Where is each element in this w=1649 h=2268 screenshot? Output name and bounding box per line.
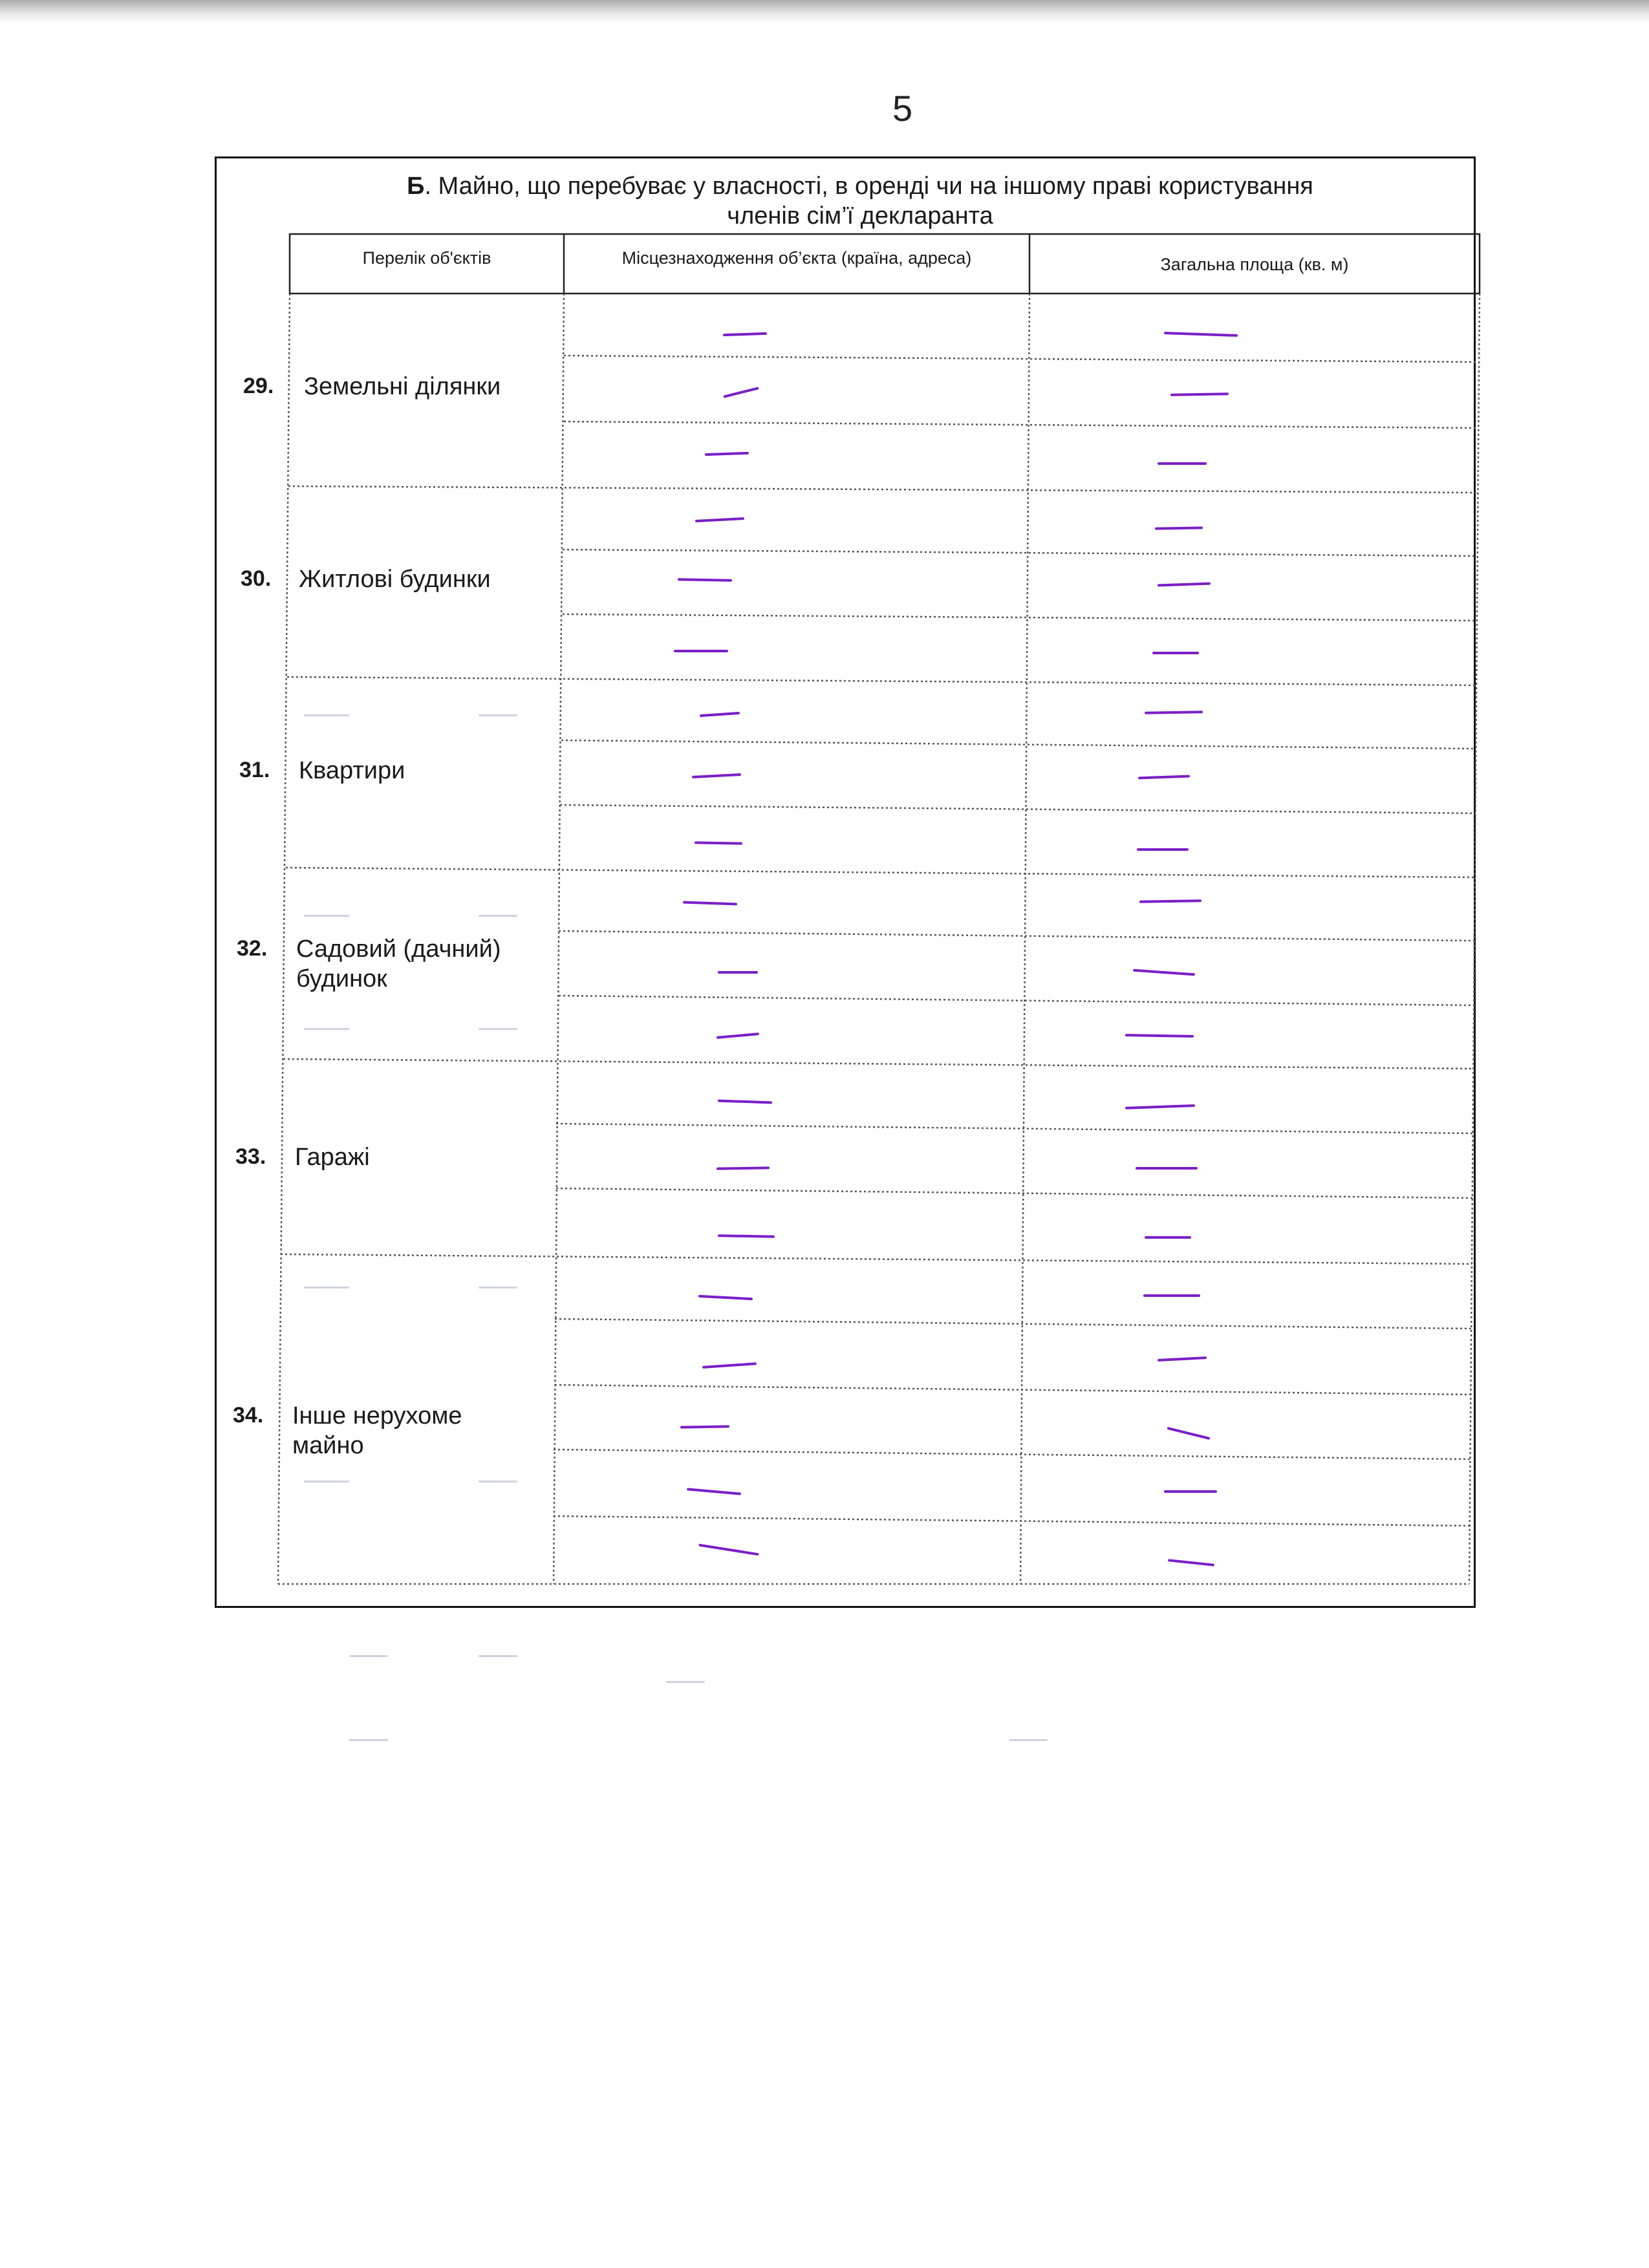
empty-mark: [1137, 848, 1189, 851]
row-number: 30.: [241, 566, 272, 591]
row-label: Садовий (дачний) будинок: [296, 936, 501, 992]
bleed-through-mark: [479, 1655, 517, 1657]
bleed-through-mark: [304, 1287, 349, 1289]
bleed-through-mark: [304, 1481, 349, 1482]
section-title-line2: членів сім’ї декларанта: [727, 202, 993, 230]
row-number: 33.: [235, 1144, 266, 1169]
row-number: 34.: [233, 1403, 264, 1428]
empty-mark: [1143, 1294, 1200, 1297]
bleed-through-mark: [479, 714, 517, 716]
bleed-through-mark: [479, 1028, 517, 1030]
bleed-through-mark: [304, 915, 349, 917]
header-location: Місцезнаходження об’єкта (країна, адреса): [621, 248, 972, 268]
empty-mark: [1145, 1236, 1191, 1239]
header-area: Загальна площа (кв. м): [1160, 255, 1349, 274]
header-objects: Перелік об'єктів: [362, 248, 491, 268]
row-label: Житлові будинки: [299, 566, 491, 593]
row-label: Інше нерухоме майно: [292, 1402, 462, 1459]
bleed-through-mark: [666, 1681, 705, 1683]
section-letter: Б: [407, 173, 425, 200]
bleed-through-mark: [304, 714, 349, 716]
page-number: 5: [892, 88, 913, 129]
empty-mark: [1136, 1167, 1198, 1170]
section-title-text: . Майно, що перебуває у власності, в оренді чи на іншому праві користування: [424, 173, 1313, 200]
bleed-through-mark: [479, 1481, 517, 1482]
empty-mark: [1152, 652, 1199, 654]
bleed-through-mark: [479, 1287, 517, 1289]
empty-mark: [674, 650, 728, 652]
row-label: Гаражі: [295, 1144, 370, 1171]
subrow-separators: [554, 356, 1478, 1526]
empty-mark: [1158, 462, 1207, 465]
bleed-through-mark: [479, 915, 517, 917]
bleed-through-mark: [1009, 1739, 1048, 1741]
row-number: 29.: [243, 374, 274, 398]
row-number: 31.: [239, 758, 270, 782]
bleed-through-mark: [349, 1655, 388, 1657]
empty-mark: [718, 971, 758, 974]
row-number: 32.: [237, 936, 268, 961]
row-label: Квартири: [299, 757, 405, 784]
bleed-through-mark: [304, 1028, 349, 1030]
row-label: Земельні ділянки: [304, 373, 501, 400]
empty-mark: [1164, 1490, 1217, 1493]
bleed-through-mark: [349, 1739, 388, 1741]
